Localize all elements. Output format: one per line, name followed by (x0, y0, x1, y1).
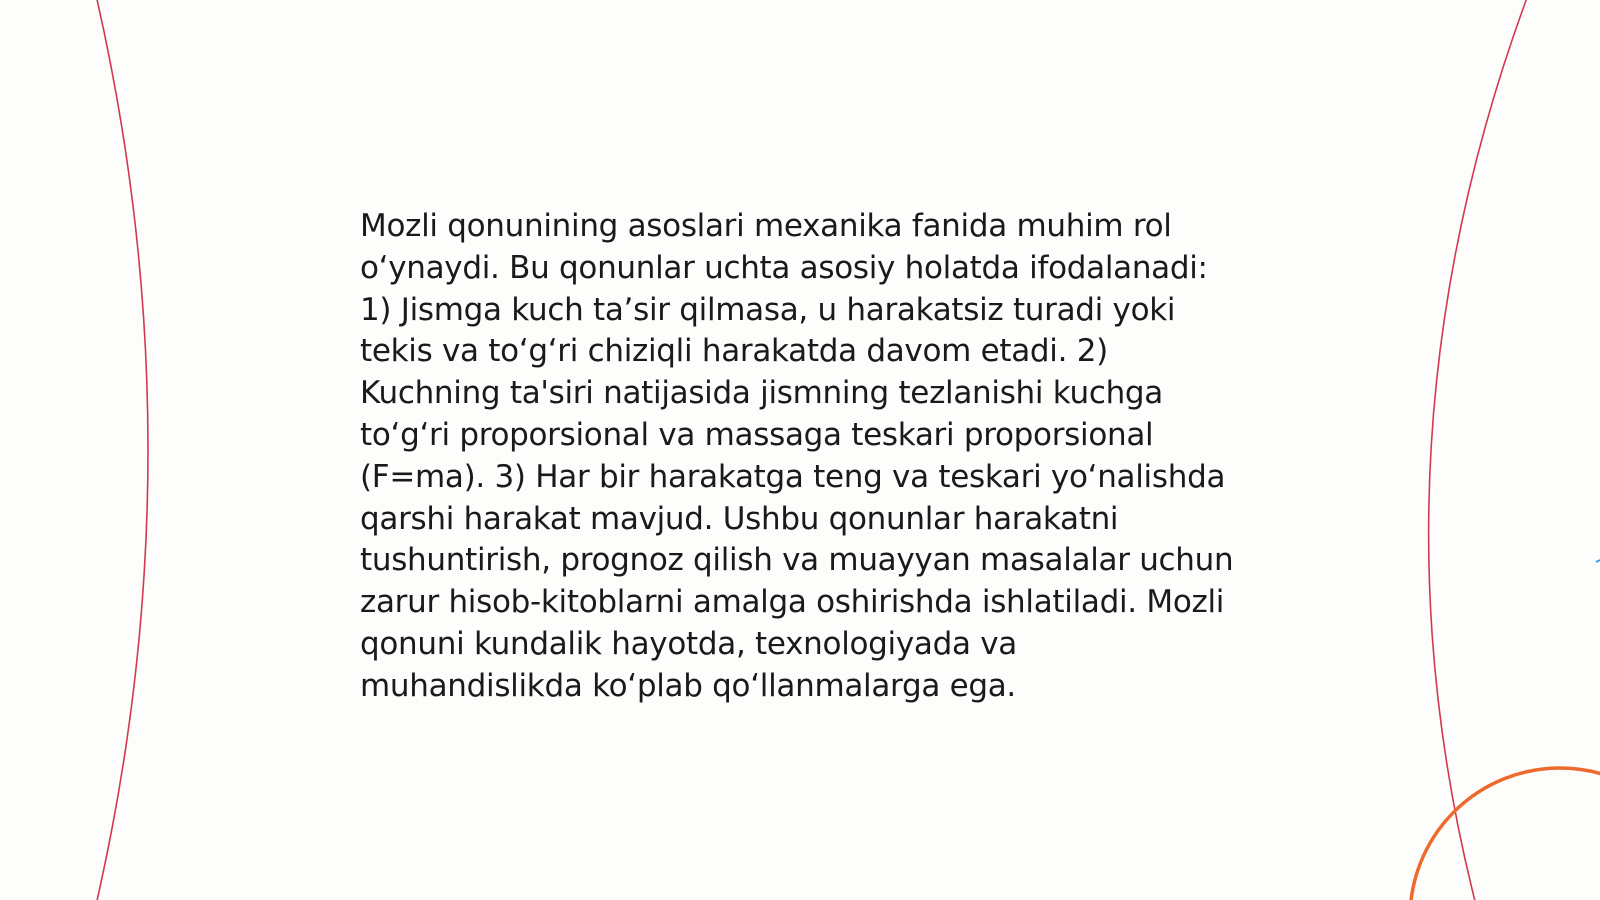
right-arc-curve (1429, 0, 1528, 900)
orange-circle-outline (1410, 768, 1600, 900)
body-paragraph: Mozli qonunining asoslari mexanika fanida muhim rol o‘ynaydi. Bu qonunlar uchta asosiy holatda ifodalanadi: 1) Jismga kuch ta’sir qilmasa, u harakatsiz turadi yoki tekis va to‘g‘ri chiziqli harakatda davom etadi. 2) Kuchning ta'siri natijasida jismning tezlanishi kuchga to‘g‘ri proporsional va massaga teskari proporsional (F=ma). 3) Har bir harakatga teng va teskari yo‘nalishda qarshi harakat mavjud. Ushbu qonunlar harakatni tushuntirish, prognoz qilish va muayyan masalalar uchun zarur hisob-kitoblarni amalga oshirishda ishlatiladi. Mozli qonuni kundalik hayotda, texnologiyada va muhandislikda ko‘plab qo‘llanmalarga ega. (360, 208, 1234, 704)
blue-accent-mark (1596, 560, 1600, 562)
left-arc-curve (96, 0, 148, 900)
